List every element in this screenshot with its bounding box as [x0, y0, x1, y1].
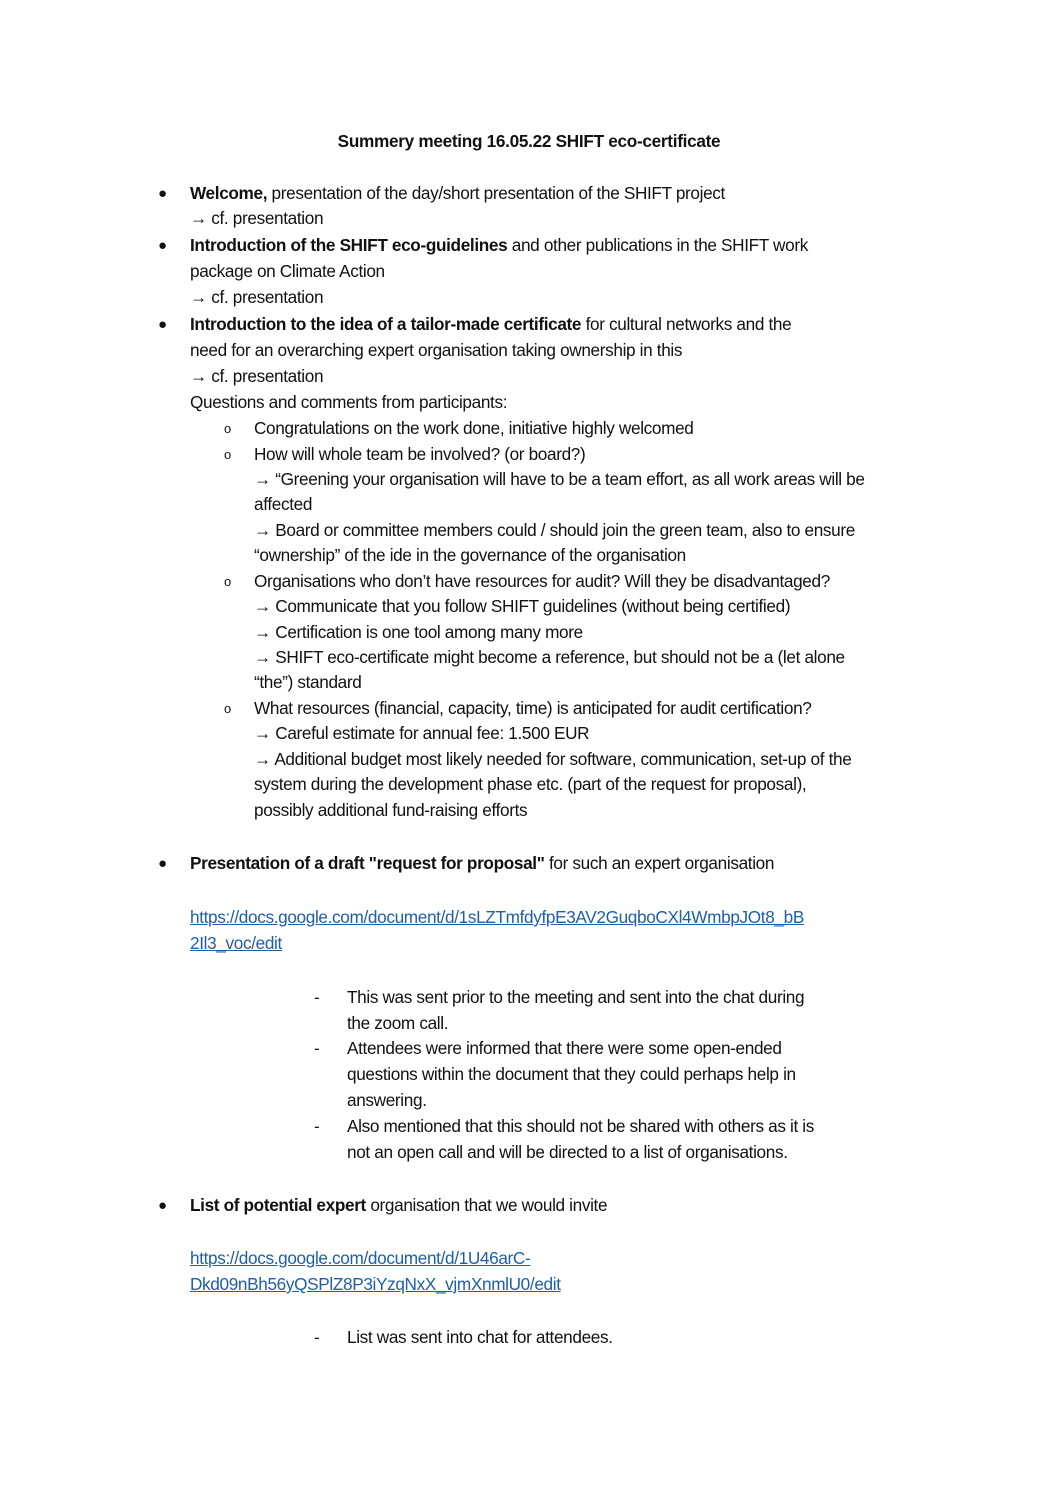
proposal-link-line1 [190, 905, 804, 930]
item-heading: Welcome, [190, 183, 268, 203]
bullet-icon: ● [158, 316, 168, 333]
answer-line: → Additional budget most likely needed for software, communication, set-up of the [254, 749, 852, 769]
note-line: Attendees were informed that there were some open-ended [347, 1038, 782, 1058]
item-text: for cultural networks and the [581, 314, 792, 334]
circle-bullet-icon: o [224, 701, 232, 716]
item-note: → cf. presentation [190, 366, 324, 386]
dash-bullet-icon: - [314, 1117, 320, 1136]
item-text-line2: need for an overarching expert organisation taking ownership in this [190, 340, 683, 360]
item-text: organisation that we would invite [365, 1195, 608, 1215]
proposal-link-line2 [190, 931, 282, 956]
item-text: for such an expert organisation [544, 853, 775, 873]
answer-line: → SHIFT eco-certificate might become a reference, but should not be a (let alone [254, 647, 845, 667]
bullet-icon: ● [158, 855, 168, 872]
document-title: Summery meeting 16.05.22 SHIFT eco-certificate [337, 131, 721, 151]
answer-line: → Certification is one tool among many more [254, 622, 583, 642]
item-note: → cf. presentation [190, 208, 324, 228]
bullet-icon: ● [158, 237, 168, 254]
item-certificate [190, 312, 791, 337]
dash-bullet-icon: - [314, 1039, 320, 1058]
question-item: Congratulations on the work done, initiative highly welcomed [254, 418, 694, 438]
item-request-for-proposal [190, 851, 774, 876]
dash-bullet-icon: - [314, 1328, 320, 1347]
note-line: questions within the document that they could perhaps help in [347, 1064, 796, 1084]
answer-line: possibly additional fund-raising efforts [254, 800, 528, 820]
answer-line: → Communicate that you follow SHIFT guidelines (without being certified) [254, 596, 791, 616]
note-line: This was sent prior to the meeting and sent into the chat during [347, 987, 805, 1007]
expert-link-line1 [190, 1246, 530, 1271]
expert-list-doc-link[interactable]: https://docs.google.com/document/d/1U46arC- [190, 1248, 531, 1268]
note-line: not an open call and will be directed to a list of organisations. [347, 1142, 788, 1162]
item-note: → cf. presentation [190, 287, 324, 307]
item-heading: Introduction to the idea of a tailor-made certificate [190, 314, 582, 334]
item-text: presentation of the day/short presentation of the SHIFT project [267, 183, 725, 203]
proposal-doc-link-continued[interactable]: 2Il3_voc/edit [190, 933, 282, 953]
note-line: List was sent into chat for attendees. [347, 1327, 613, 1347]
question-item: How will whole team be involved? (or board?) [254, 444, 586, 464]
proposal-doc-link[interactable]: https://docs.google.com/document/d/1sLZTmfdyfpE3AV2GuqboCXl4WmbpJOt8_bB [190, 907, 804, 927]
circle-bullet-icon: o [224, 421, 232, 436]
answer-line: → Board or committee members could / should join the green team, also to ensure [254, 520, 855, 540]
bullet-icon: ● [158, 185, 168, 202]
item-heading: Introduction of the SHIFT eco-guidelines [190, 235, 508, 255]
item-heading: Presentation of a draft "request for proposal" [190, 853, 545, 873]
expert-list-doc-link-continued[interactable]: Dkd09nBh56yQSPlZ8P3iYzqNxX_vjmXnmlU0/edit [190, 1274, 561, 1294]
item-welcome [190, 181, 725, 206]
question-item: Organisations who don’t have resources for audit? Will they be disadvantaged? [254, 571, 830, 591]
bullet-icon: ● [158, 1197, 168, 1214]
answer-line: → Careful estimate for annual fee: 1.500 EUR [254, 723, 590, 743]
dash-bullet-icon: - [314, 988, 320, 1007]
answer-line: “ownership” of the ide in the governance of the organisation [254, 545, 686, 565]
expert-link-line2 [190, 1272, 561, 1297]
note-line: Also mentioned that this should not be shared with others as it is [347, 1116, 815, 1136]
item-expert-list [190, 1193, 607, 1218]
item-eco-guidelines [190, 233, 808, 258]
circle-bullet-icon: o [224, 574, 232, 589]
answer-line: affected [254, 494, 313, 514]
item-text-line2: package on Climate Action [190, 261, 385, 281]
answer-line: system during the development phase etc. (part of the request for proposal), [254, 774, 807, 794]
answer-line: → “Greening your organisation will have to be a team effort, as all work areas will be [254, 469, 865, 489]
item-heading: List of potential expert [190, 1195, 366, 1215]
question-item: What resources (financial, capacity, time) is anticipated for audit certification? [254, 698, 812, 718]
answer-line: “the”) standard [254, 672, 362, 692]
item-text: and other publications in the SHIFT work [507, 235, 808, 255]
circle-bullet-icon: o [224, 447, 232, 462]
questions-label: Questions and comments from participants: [190, 392, 508, 412]
note-line: the zoom call. [347, 1013, 449, 1033]
note-line: answering. [347, 1090, 427, 1110]
